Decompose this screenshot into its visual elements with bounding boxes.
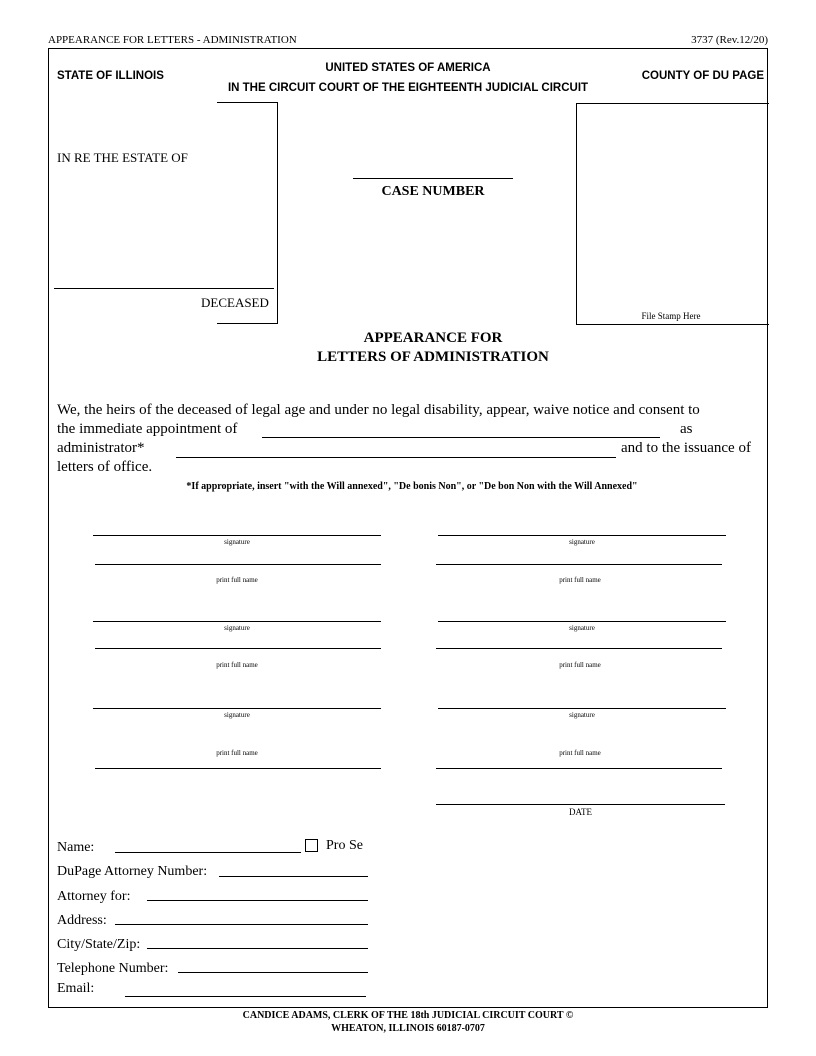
- name-field[interactable]: [115, 852, 301, 853]
- body-line4: letters of office.: [57, 459, 153, 475]
- email-label: Email:: [57, 981, 95, 996]
- attorney-number-field[interactable]: [219, 876, 368, 877]
- city-state-zip-label: City/State/Zip:: [57, 937, 141, 952]
- email-field[interactable]: [125, 996, 366, 997]
- print-name-line[interactable]: [95, 564, 381, 565]
- address-label: Address:: [57, 913, 107, 928]
- case-number-line[interactable]: [353, 178, 513, 179]
- footer-address: WHEATON, ILLINOIS 60187-0707: [331, 1023, 485, 1034]
- file-stamp-box: [576, 103, 769, 325]
- telephone-label: Telephone Number:: [57, 961, 169, 976]
- signature-label: signature: [569, 624, 595, 632]
- deceased-label: DECEASED: [201, 295, 269, 310]
- signature-line[interactable]: [438, 708, 726, 709]
- print-name-label: print full name: [216, 576, 258, 584]
- signature-label: signature: [224, 711, 250, 719]
- form-number: 3737 (Rev.12/20): [691, 34, 768, 46]
- signature-line[interactable]: [93, 708, 381, 709]
- print-name-label: print full name: [559, 661, 601, 669]
- form-title: APPEARANCE FOR LETTERS - ADMINISTRATION: [48, 34, 297, 46]
- print-name-line[interactable]: [436, 768, 722, 769]
- signature-label: signature: [569, 711, 595, 719]
- footnote: *If appropriate, insert "with the Will annexed", "De bonis Non", or "De bon Non with the Will Annexed": [186, 481, 638, 492]
- state-heading: STATE OF ILLINOIS: [57, 70, 164, 82]
- attorney-for-field[interactable]: [147, 900, 368, 901]
- signature-line[interactable]: [438, 535, 726, 536]
- caption-bracket: [217, 102, 278, 324]
- signature-label: signature: [569, 538, 595, 546]
- attorney-number-label: DuPage Attorney Number:: [57, 864, 208, 879]
- body-line3-prefix: administrator*: [57, 440, 145, 456]
- case-number-label: CASE NUMBER: [381, 184, 485, 199]
- print-name-label: print full name: [216, 661, 258, 669]
- city-state-zip-field[interactable]: [147, 948, 368, 949]
- deceased-name-line[interactable]: [54, 288, 274, 289]
- address-field[interactable]: [115, 924, 368, 925]
- administrator-type-line[interactable]: [176, 457, 616, 458]
- print-name-label: print full name: [216, 749, 258, 757]
- signature-line[interactable]: [93, 535, 381, 536]
- footer-clerk: CANDICE ADAMS, CLERK OF THE 18th JUDICIAL CIRCUIT COURT ©: [242, 1010, 574, 1021]
- document-title-line1: APPEARANCE FOR: [363, 330, 503, 346]
- pro-se-checkbox[interactable]: [305, 839, 318, 852]
- signature-line[interactable]: [93, 621, 381, 622]
- estate-of-label: IN RE THE ESTATE OF: [57, 150, 188, 165]
- pro-se-label: Pro Se: [326, 838, 363, 853]
- print-name-label: print full name: [559, 749, 601, 757]
- country-heading: UNITED STATES OF AMERICA: [325, 62, 491, 74]
- body-line1: We, the heirs of the deceased of legal age and under no legal disability, appear, waive notice and consent to: [57, 402, 700, 418]
- attorney-for-label: Attorney for:: [57, 889, 131, 904]
- body-line2-prefix: the immediate appointment of: [57, 421, 238, 437]
- print-name-line[interactable]: [95, 768, 381, 769]
- body-line2-suffix: as: [680, 421, 693, 437]
- appointee-name-line[interactable]: [262, 437, 660, 438]
- date-label: DATE: [569, 807, 592, 817]
- document-title-line2: LETTERS OF ADMINISTRATION: [317, 349, 549, 365]
- print-name-line[interactable]: [95, 648, 381, 649]
- date-line[interactable]: [436, 804, 725, 805]
- signature-label: signature: [224, 624, 250, 632]
- signature-label: signature: [224, 538, 250, 546]
- print-name-line[interactable]: [436, 564, 722, 565]
- name-label: Name:: [57, 840, 95, 855]
- body-line3-suffix: and to the issuance of: [621, 440, 751, 456]
- file-stamp-label: File Stamp Here: [641, 311, 701, 321]
- telephone-field[interactable]: [178, 972, 368, 973]
- signature-line[interactable]: [438, 621, 726, 622]
- county-heading: COUNTY OF DU PAGE: [641, 70, 764, 82]
- print-name-label: print full name: [559, 576, 601, 584]
- print-name-line[interactable]: [436, 648, 722, 649]
- circuit-heading: IN THE CIRCUIT COURT OF THE EIGHTEENTH JUDICIAL CIRCUIT: [227, 82, 589, 94]
